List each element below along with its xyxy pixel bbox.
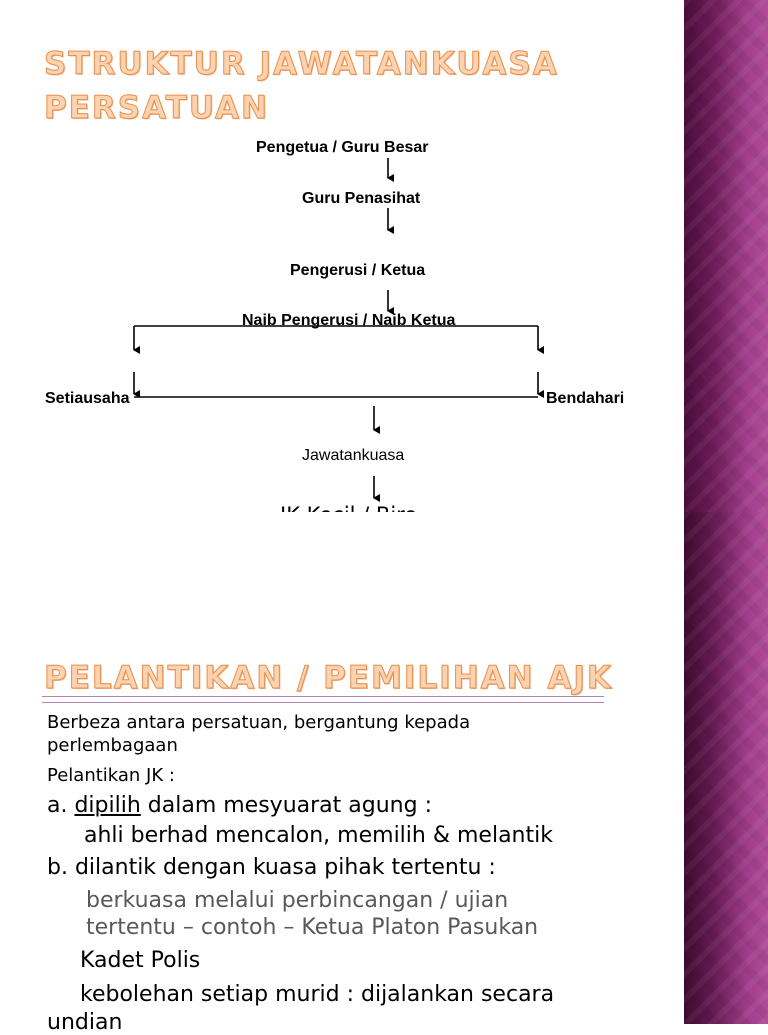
node-pengerusi: Pengerusi / Ketua	[290, 262, 426, 279]
intro-line-1: Berbeza antara persatuan, bergantung kepada	[47, 712, 471, 733]
node-setiausaha: Setiausaha	[45, 390, 130, 407]
node-jawatankuasa: Jawatankuasa	[302, 447, 405, 464]
node-pengetua: Pengetua / Guru Besar	[256, 139, 429, 156]
slide-pelantikan	[0, 512, 768, 1035]
title-underline	[42, 696, 604, 703]
slide-struktur	[0, 0, 768, 512]
point-a-prefix: a.	[47, 793, 75, 818]
node-naib-pengerusi: Naib Pengerusi / Naib Ketua	[242, 312, 456, 329]
point-b-detail-3: Kadet Polis	[80, 948, 201, 973]
decorative-side-bar	[684, 512, 768, 1024]
point-b: b. dilantik dengan kuasa pihak tertentu :	[47, 855, 496, 880]
point-a-rest: dalam mesyuarat agung :	[140, 793, 432, 818]
point-b-detail-2: tertentu – contoh – Ketua Platon Pasukan	[86, 915, 539, 940]
intro-line-2: perlembagaan	[47, 735, 178, 756]
title-line-1: STRUKTUR JAWATANKUASA	[44, 46, 559, 82]
point-c-line-1: kebolehan setiap murid : dijalankan secara	[80, 982, 555, 1007]
point-c-line-2: undian	[47, 1010, 123, 1035]
pelantikan-heading: Pelantikan JK :	[47, 765, 175, 786]
node-guru-penasihat: Guru Penasihat	[302, 190, 421, 207]
point-a-keyword: dipilih	[74, 793, 141, 818]
node-bendahari: Bendahari	[546, 390, 625, 407]
point-a	[47, 793, 432, 818]
point-a-detail: ahli berhad mencalon, memilih & melantik	[84, 823, 553, 848]
title-line-2: PERSATUAN	[44, 90, 269, 126]
point-b-detail-1: berkuasa melalui perbincangan / ujian	[86, 888, 509, 913]
slide-title: PELANTIKAN / PEMILIHAN AJK	[44, 660, 613, 696]
org-chart-connectors	[0, 0, 768, 512]
